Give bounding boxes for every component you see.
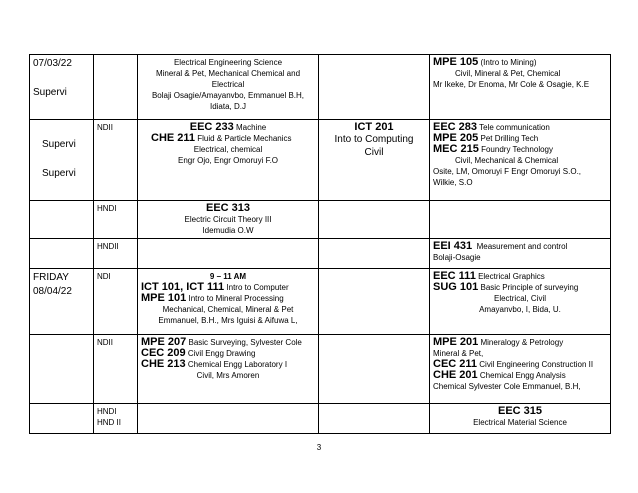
course-cell: [319, 404, 430, 434]
course-cell: MPE 201 Mineralogy & Petrology Mineral & Pet, CEC 211 Civil Engineering Construction II CHE 201 Chemical Engg Analysis Chemical Sylvester Cole Emmanuel, B.H,: [430, 335, 611, 404]
course-code: MPE 105: [433, 56, 479, 68]
table-row: [30, 120, 611, 201]
course-cell: [319, 55, 430, 120]
date-cell: [30, 335, 94, 404]
date-cell: [30, 120, 94, 201]
course-cell: MPE 105 (Intro to Mining) Civil, Mineral & Pet, Chemical Mr Ikeke, Dr Enoma, Mr Cole & Osagie, K.E: [430, 55, 611, 120]
level-cell: NDI: [94, 269, 138, 335]
course-cell: MPE 207 Basic Surveying, Sylvester Cole CEC 209 Civil Engg Drawing CHE 213 Chemical Engg Laboratory I Civil, Mrs Amoren: [138, 335, 319, 404]
course-cell: [319, 335, 430, 404]
time-slot: 9 – 11 AM: [209, 272, 247, 281]
course-code: EEI 431: [433, 240, 473, 252]
course-cell: ICT 201 Into to Computing Civil: [319, 120, 430, 201]
course-cell: EEC 315 Electrical Material Science: [430, 404, 611, 434]
date-cell: [30, 404, 94, 434]
course-code: CHE 211: [151, 132, 196, 144]
course-title: (Intro to Mining): [480, 58, 537, 67]
course-code: CEC 211: [433, 358, 478, 370]
course-cell: [430, 201, 611, 239]
level-cell: HNDI HND II: [94, 404, 138, 434]
course-cell: [319, 269, 430, 335]
course-cell: 9 – 11 AM ICT 101, ICT 111 Intro to Computer MPE 101 Intro to Mineral Processing Mechanical, Chemical, Mineral & Pet Emmanuel, B.H., Mrs Iguisi & Aifuwa L,: [138, 269, 319, 335]
table-row: [30, 201, 611, 239]
course-cell: [138, 404, 319, 434]
date-cell: [30, 239, 94, 269]
table-row: [30, 335, 611, 404]
course-code: EEC 313: [205, 202, 251, 214]
course-cell: [319, 201, 430, 239]
date-cell: [30, 55, 94, 120]
table-row: [30, 239, 611, 269]
course-cell: EEC 111 Electrical Graphics SUG 101 Basic Principle of surveying Electrical, Civil Amayanvbo, I, Bida, U.: [430, 269, 611, 335]
course-code: CHE 213: [141, 358, 186, 370]
course-code: MEC 215: [433, 143, 479, 155]
course-code: CHE 201: [433, 369, 478, 381]
level-cell: NDII: [94, 335, 138, 404]
level-cell: HNDII: [94, 239, 138, 269]
table-row: [30, 55, 611, 120]
date: 08/04/22: [33, 286, 72, 297]
page-number: 3: [316, 443, 322, 452]
course-cell: Electrical Engineering Science Mineral & Pet, Mechanical Chemical and Electrical Bolaji Osagie/Amayanvbo, Emmanuel B.H, Idiata, D.J: [138, 55, 319, 120]
course-code: CEC 209: [141, 347, 186, 359]
course-code: EEC 283: [433, 121, 478, 133]
table-row: [30, 404, 611, 434]
day: FRIDAY: [33, 272, 69, 283]
date-cell: [30, 269, 94, 335]
course-code: EEC 111: [433, 270, 476, 282]
course-cell: EEC 313 Electric Circuit Theory III Idemudia O.W: [138, 201, 319, 239]
course-cell: EEI 431 Measurement and control Bolaji-Osagie: [430, 239, 611, 269]
course-code: MPE 201: [433, 336, 479, 348]
course-cell: EEC 233 Machine CHE 211 Fluid & Particle Mechanics Electrical, chemical Engr Ojo, Engr Omoruyi F.O: [138, 120, 319, 201]
course-code: ICT 201: [354, 121, 394, 133]
timetable: [29, 54, 611, 434]
level-cell: NDII: [94, 120, 138, 201]
course-code: MPE 205: [433, 132, 479, 144]
course-cell: EEC 283 Tele communication MPE 205 Pet Drilling Tech MEC 215 Foundry Technology Civil, Mechanical & Chemical Osite, LM, Omoruyi F Engr Omoruyi S.O., Wilkie, S.O: [430, 120, 611, 201]
table-row: [30, 269, 611, 335]
course-cell: [138, 239, 319, 269]
supervisor-label: Supervi: [42, 139, 76, 150]
course-code: MPE 101: [141, 292, 187, 304]
supervisor-label: Supervi: [42, 168, 76, 179]
course-code: SUG 101: [433, 281, 479, 293]
course-cell: [319, 239, 430, 269]
level-cell: [94, 55, 138, 120]
course-code: ICT 101, ICT 111: [141, 281, 225, 293]
date: 07/03/22: [33, 58, 72, 69]
course-code: EEC 315: [497, 405, 543, 417]
level-cell: HNDI: [94, 201, 138, 239]
date-cell: [30, 201, 94, 239]
supervisor-label: Supervi: [33, 87, 67, 98]
course-code: MPE 207: [141, 336, 187, 348]
course-code: EEC 233: [189, 121, 234, 133]
